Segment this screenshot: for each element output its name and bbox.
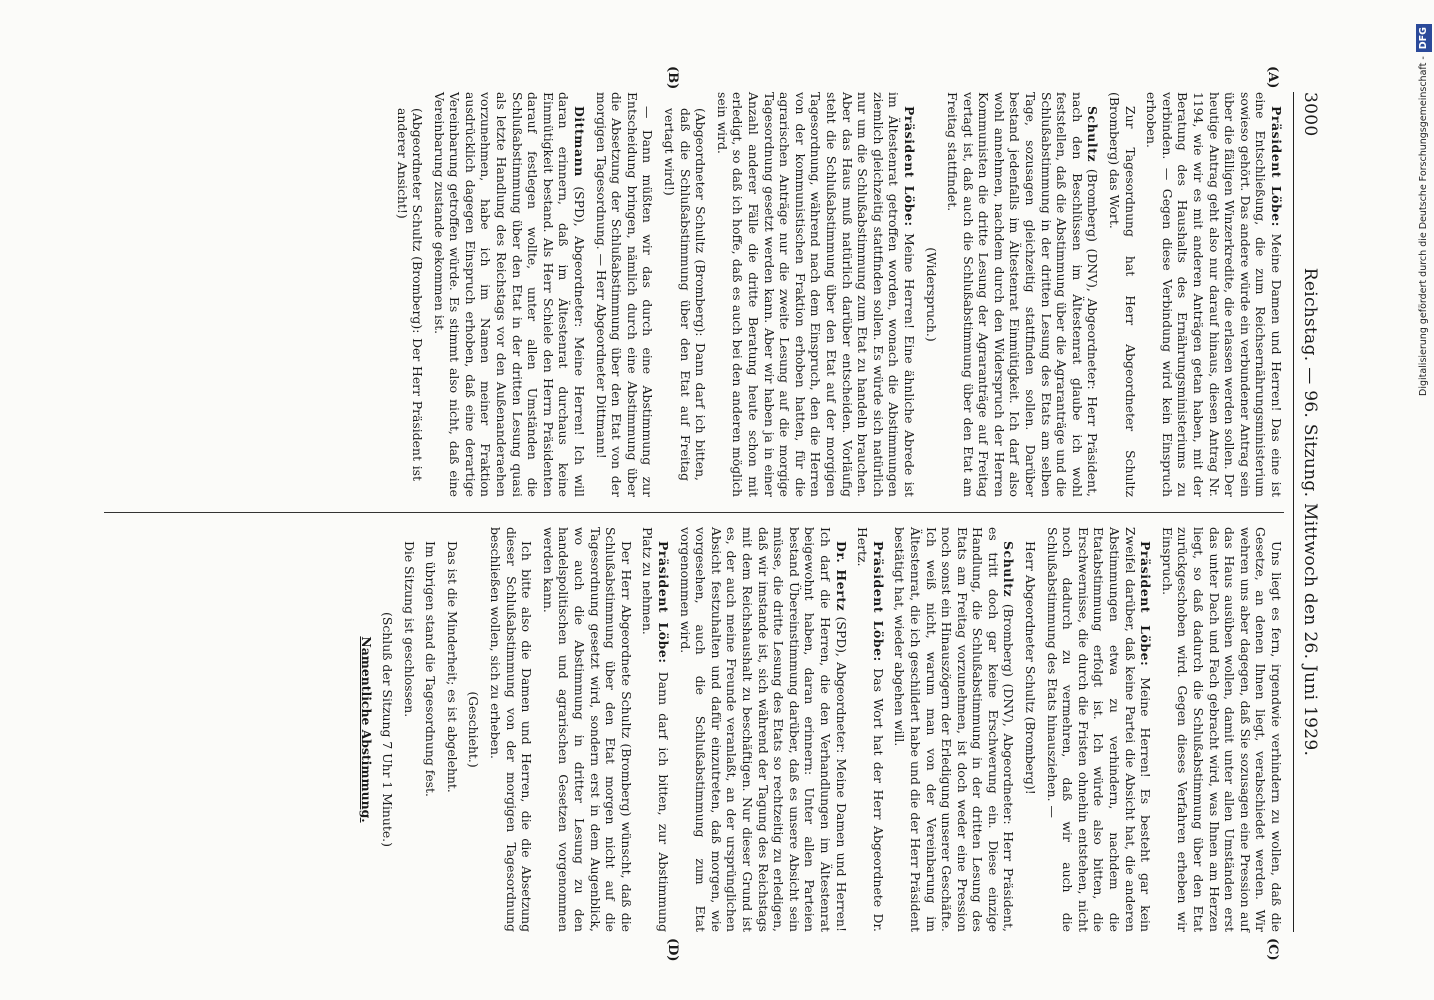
- rotated-page: [70, 66, 1320, 962]
- speaker-name: Präsident Löbe:: [656, 541, 672, 664]
- paragraph: [923, 92, 939, 497]
- paragraph: [431, 92, 587, 497]
- margin-mark-b: (B): [665, 66, 680, 90]
- paragraph: [1144, 92, 1284, 497]
- paragraph-text: Meine Herren! Es besteht gar kein Zweifel darüber, daß keine Partei die Absicht hat, die anderen Abstimmungen etwa zu verhindern, nachdem die Etatabstimmung erfolgt ist. Ich würde also bitten, die Erschwernisse, die durch die Fristen ohnehin entstehen, nicht noch dadurch zu vermehren, daß wir auch die Schlußabstimmung des Etats hinausziehen. —: [1044, 527, 1154, 932]
- paragraph-text: (Widerspruch.): [923, 247, 939, 342]
- paragraph-text: Im übrigen stand die Tagesordnung fest.: [423, 541, 439, 797]
- paragraph: [661, 92, 708, 497]
- paragraph-text: (Abgeordneter Schultz (Bromberg): Der Herr Präsident ist anderer Ansicht!): [394, 108, 426, 481]
- speaker-name: Präsident Löbe:: [1138, 541, 1154, 667]
- paragraph-text: (Abgeordneter Schultz (Bromberg): Dann darf ich bitten, daß die Schlußabstimmung über den Etat auf Freitag vertagt wird!): [662, 108, 709, 481]
- speaker-name: Dr. Hertz: [833, 541, 849, 612]
- paragraph-text: — Dann müßten wir das durch eine Abstimmung zur Entscheidung bringen, nämlich durch eine Abstimmung über die Absetzung der Schlußabstimmung über den Etat von der morgigen Tagesordnung. — Herr Abgeordneter Dittmann!: [593, 92, 656, 497]
- margin-mark-c: (C): [1265, 938, 1280, 961]
- paragraph-text: Das Wort hat der Herr Abgeordnete Dr. Hertz.: [855, 527, 886, 932]
- speaker-name: Präsident Löbe:: [870, 541, 886, 662]
- paragraph: [1023, 527, 1039, 932]
- paragraph: [714, 92, 917, 497]
- dfg-logo: DFG: [1416, 24, 1432, 52]
- paragraph: [401, 527, 417, 932]
- column-divider: [104, 512, 1284, 513]
- margin-mark-d: (D): [665, 938, 680, 962]
- header-rule: [1293, 92, 1294, 932]
- paragraph: [444, 527, 460, 932]
- section-heading: Namentliche Abstimmung.: [358, 636, 374, 823]
- funding-note: [1416, 6, 1432, 396]
- page-title: Reichstag. — 96. Sitzung. Mittwoch den 26. Juni 1929.: [1300, 267, 1320, 757]
- paragraph-text: Dann darf ich bitten, zur Abstimmung Platz zu nehmen.: [640, 527, 672, 933]
- paragraph-text: Ich bitte also die Damen und Herren, die die Absetzung dieser Schlußabstimmung von der morgigen Tagesordnung beschließen wollen, sich zu erheben.: [488, 527, 535, 932]
- paragraph: [892, 527, 1017, 932]
- paragraph: [423, 527, 439, 932]
- paragraph-text: (SPD), Abgeordneter: Meine Herren! Ich will daran erinnern, daß im Ältestenrat durchaus keine Einmütigkeit bestand. Als Herr Schiele den Herrn Präsidenten darauf festlegen wollte, unter allen Umständen die Schlußabstimmung über den Etat in der dritten Lesung quasi als letzte Handlung des Reichstags vor den Außenanderaehen vorzunehmen, habe ich im Namen meiner Fraktion ausdrücklich dagegen Einspruch erhoben, daß eine derartige Vereinbarung getroffen würde. Es stimmt also nicht, daß eine Vereinbarung zustande gekommen ist.: [431, 92, 588, 497]
- paragraph-text: (Schluß der Sitzung 7 Uhr 1 Minute.): [380, 612, 396, 847]
- paragraph-text: Die Sitzung ist geschlossen.: [401, 541, 417, 718]
- paragraph-text: Der Herr Abgeordnete Schultz (Bromberg) wünscht, daß die Schlußabstimmung über den Etat morgen nicht auf die Tagesordnung gesetzt wird, sondern erst in dem Augenblick, wo auch die Abstimmung in dritter Lesung zu den handelspolitischen und agrarischen Gesetzen vorgenommen werden kann.: [540, 527, 634, 932]
- paragraph: [466, 527, 482, 932]
- speaker-name: Präsident Löbe:: [901, 106, 917, 227]
- paragraph: [540, 527, 634, 932]
- paragraph-text: Meine Herren! Eine ähnliche Abrede ist im Ältestenrat getroffen worden, wonach die Abstimmungen ziemlich gleichzeitig stattfinden sollen. Es würde sich natürlich nur um die Schlußabstimmung zum Etat zu handeln brauchen. Aber das Haus muß natürlich darüber entscheiden. Vorläufig steht die Schlußabstimmung über den Etat auf der morgigen Tagesordnung, während nach dem Einspruch, den die Herren von der kommunistischen Fraktion erhoben hatten, für die agrarischen Anträge nur die zweite Lesung auf die morgige Tagesordnung gesetzt werden kann. Aber wir haben ja in einer Anzahl anderer Fälle die dritte Beratung heute schon mit erledigt, so daß ich hoffe, daß es auch bei den anderen möglich sein wird.: [714, 92, 917, 498]
- page-number: 3000: [1300, 92, 1320, 137]
- paragraph: [488, 527, 535, 932]
- speaker-name: Schultz: [1001, 541, 1017, 598]
- paragraph-text: Herr Abgeordneter Schultz (Bromberg)!: [1023, 541, 1039, 795]
- page-header: [1296, 92, 1320, 932]
- paragraph: [677, 527, 849, 932]
- right-column: [352, 527, 1284, 932]
- paragraph-text: (SPD), Abgeordneter: Meine Damen und Herren! Ich darf die Herren, die den Verhandlungen im Ältestenrat beigewohnt haben, daran erinnern: Unter allen Parteien bestand Übereinstimmung darüber, daß es unsere Absicht sein müsse, die dritte Lesung des Etats so rechtzeitig zu erledigen, daß wir imstande ist, sich während der Tagung des Reichstags mit dem Reichshaushalt zu beschäftigen. Nur dieser Grund ist es, der auch meine Freunde veranlaßt, an der ursprünglichen Absicht festzuhalten und dafür einzutreten, daß morgen, wie vorgesehen, auch die Schlußabstimmung zum Etat vorgenommen wird.: [677, 527, 849, 932]
- speaker-name: Präsident Löbe:: [1269, 106, 1284, 227]
- paragraph: [358, 527, 374, 932]
- paragraph-text: Uns liegt es fern, irgendwie verhindern zu wollen, daß die Gesetze, an denen Ihnen liegt, verabschiedet werden. Wir wehren uns aber dagegen, daß Sie sozusagen eine Pression auf das Haus ausüben wollen, damit unter allen Umständen erst das unter Dach und Fach gebracht wird, was Ihnen am Herzen liegt, so daß dadurch die Schlußabstimmung über den Etat zurückgeschoben wird. Gegen dieses Verfahren erheben wir Einspruch.: [1159, 527, 1284, 932]
- paragraph: [855, 527, 886, 932]
- paragraph: [640, 527, 671, 932]
- speaker-name: Schultz: [1085, 106, 1101, 163]
- paragraph-text: Meine Damen und Herren! Das eine ist eine Entschließung, die zum Reichsernährungsministerium sowieso gehört. Das andere würde ein verbundener Antrag sein über die fälligen Winzerkredite, die erlassen werden sollen. Der heutige Antrag geht also nur darauf hinaus, diesen Antrag Nr. 1194, wie wir es mit anderen Anträgen getan haben, mit der Beratung des Haushalts des Ernährungsministeriums zu verbinden. — Gegen diese Verbindung wird kein Einspruch erhoben.: [1144, 92, 1284, 497]
- paragraph: [380, 527, 396, 932]
- paragraph: [1106, 92, 1137, 497]
- margin-mark-a: (A): [1265, 66, 1280, 89]
- paragraph-text: (Geschieht.): [466, 691, 482, 768]
- paragraph: [593, 92, 655, 497]
- paragraph-text: (Bromberg) (DNV), Abgeordneter: Herr Präsident, es tritt doch gar keine Erschwerung ein. Diese einzige Handlung, die Schlußabstimmung in der dritten Lesung des Etats am Freitag vorzunehmen, ist doch weder eine Pression noch sonst ein Hinauszögern der Erledigung unserer Geschäfte. Ich weiß nicht, warum man von der Vereinbarung im Ältestenrat, die ich geschildert habe und die der Herr Präsident bestätigt hat, wieder abgehen will.: [892, 527, 1017, 932]
- speaker-name: Dittmann: [572, 106, 588, 177]
- paragraph: [394, 92, 425, 497]
- paragraph: [1044, 527, 1153, 932]
- left-column: [388, 92, 1284, 497]
- paragraph: [1159, 527, 1284, 932]
- paragraph-text: (Bromberg) (DNV), Abgeordneter: Herr Präsident, nach den Beschlüssen im Ältestenrat glaube ich wohl feststellen, daß die Abstimmung über die Agraranträge und die Schlußabstimmung in der dritten Lesung des Etats am selben Tage, sozusagen gleichzeitig stattfinden sollen. Darüber bestand jedenfalls im Ältestenrat Einmütigkeit. Ich darf also wohl annehmen, nachdem durch den Widerspruch der Herren Kommunisten die dritte Lesung der Agraranträge auf Freitag vertagt ist, daß auch die Schlußabstimmung über den Etat am Freitag stattfindet.: [945, 92, 1101, 497]
- paragraph-text: Zur Tagesordnung hat Herr Abgeordneter Schultz (Bromberg) das Wort.: [1107, 92, 1138, 497]
- paragraph: [945, 92, 1101, 497]
- paragraph-text: Das ist die Minderheit; es ist abgelehnt.: [444, 541, 460, 793]
- funding-note-text: Digitalisierung gefördert durch die Deutsche Forschungsgemeinschaft -: [1418, 56, 1429, 396]
